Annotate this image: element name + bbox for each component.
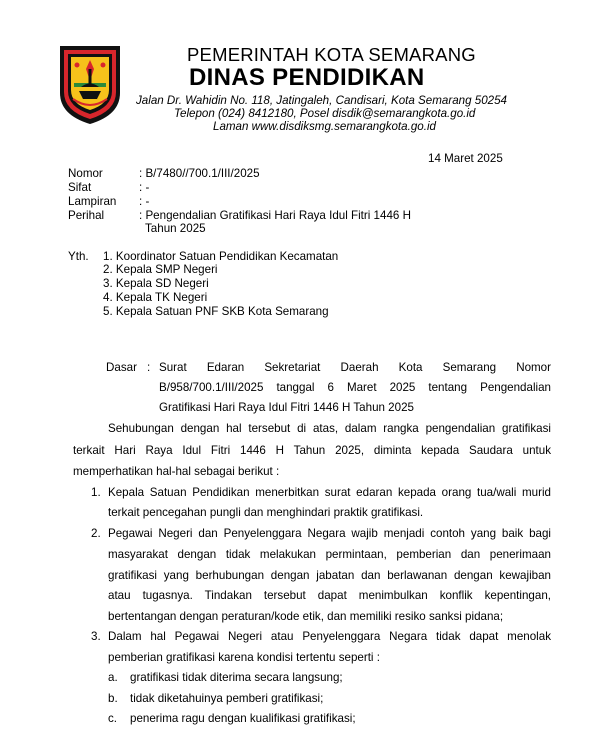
letterhead-phone-email: Telepon (024) 8412180, Posel disdik@semarangkota.go.id: [174, 107, 476, 120]
point-line: gratifikasi yang berhubungan dengan jabatan dan berlawanan dengan kewajiban: [108, 569, 551, 582]
subpoint-letter: a.: [108, 671, 118, 684]
point-line: atau tugasnya. Tindakan tersebut dapat menimbulkan konflik kepentingan,: [108, 589, 551, 602]
lampiran-label: Lampiran: [68, 195, 117, 208]
dasar-line: Gratifikasi Hari Raya Idul Fitri 1446 H Tahun 2025: [159, 401, 414, 414]
subpoint-text: tidak diketahuinya pemberi gratifikasi;: [130, 692, 324, 705]
letterhead-address: Jalan Dr. Wahidin No. 118, Jatingaleh, Candisari, Kota Semarang 50254: [136, 94, 508, 107]
intro-line: terkait Hari Raya Idul Fitri 1446 H Tahun 2025, diminta kepada Saudara untuk: [73, 444, 551, 457]
semarang-city-seal-logo: [57, 43, 123, 127]
point-line: Kepala Satuan Pendidikan menerbitkan surat edaran kepada orang tua/wali murid: [108, 486, 551, 499]
point-line: Pegawai Negeri dan Penyelenggara Negara wajib menjadi contoh yang baik bagi: [108, 527, 551, 540]
letterhead-website: Laman www.disdiksmg.semarangkota.go.id: [213, 120, 436, 133]
subpoint-letter: c.: [108, 712, 118, 725]
recipient-item: 2. Kepala SMP Negeri: [103, 263, 218, 276]
point-line: pemberian gratifikasi karena kondisi tertentu seperti :: [108, 651, 380, 664]
lampiran-value: : -: [139, 195, 150, 208]
perihal-label: Perihal: [68, 209, 105, 222]
letterhead-government: PEMERINTAH KOTA SEMARANG: [187, 44, 476, 65]
nomor-value: : B/7480//700.1/III/2025: [139, 167, 260, 180]
subpoint-letter: b.: [108, 692, 118, 705]
recipient-item: 3. Kepala SD Negeri: [103, 277, 209, 290]
point-line: masyarakat dengan tidak melakukan permintaan, pemberian dan penerimaan: [108, 548, 551, 561]
sifat-label: Sifat: [68, 181, 92, 194]
subpoint-text: penerima ragu dengan kualifikasi gratifikasi;: [130, 712, 356, 725]
point-number: 3.: [91, 630, 101, 643]
perihal-value: : Pengendalian Gratifikasi Hari Raya Idul Fitri 1446 H: [139, 209, 411, 222]
recipient-item: 4. Kepala TK Negeri: [103, 291, 208, 304]
point-line: terkait pencegahan pungli dan menghindari praktik gratifikasi.: [108, 506, 424, 519]
dasar-line: B/958/700.1/III/2025 tanggal 6 Maret 2025 tentang Pengendalian: [159, 381, 551, 394]
recipient-item: 1. Koordinator Satuan Pendidikan Kecamatan: [103, 250, 339, 263]
nomor-label: Nomor: [68, 167, 103, 180]
letterhead-department: DINAS PENDIDIKAN: [189, 64, 425, 91]
subpoint-text: gratifikasi tidak diterima secara langsung;: [130, 671, 343, 684]
dasar-label: Dasar: [106, 361, 137, 374]
point-number: 1.: [91, 486, 101, 499]
yth-label: Yth.: [68, 250, 89, 263]
point-line: Dalam hal Pegawai Negeri atau Penyelenggara Negara tidak dapat menolak: [108, 630, 551, 643]
dasar-line: Surat Edaran Sekretariat Daerah Kota Semarang Nomor: [159, 361, 551, 374]
sifat-value: : -: [139, 181, 150, 194]
perihal-value-cont: Tahun 2025: [145, 222, 206, 235]
point-number: 2.: [91, 527, 101, 540]
point-line: bertentangan dengan peraturan/kode etik, dan memiliki resiko sanksi pidana;: [108, 610, 504, 623]
intro-line: Sehubungan dengan hal tersebut di atas, dalam rangka pengendalian gratifikasi: [108, 422, 551, 435]
intro-line: memperhatikan hal-hal sebagai berikut :: [73, 465, 280, 478]
dasar-colon: :: [147, 361, 151, 374]
letter-date: 14 Maret 2025: [428, 152, 503, 165]
recipient-item: 5. Kepala Satuan PNF SKB Kota Semarang: [103, 305, 329, 318]
